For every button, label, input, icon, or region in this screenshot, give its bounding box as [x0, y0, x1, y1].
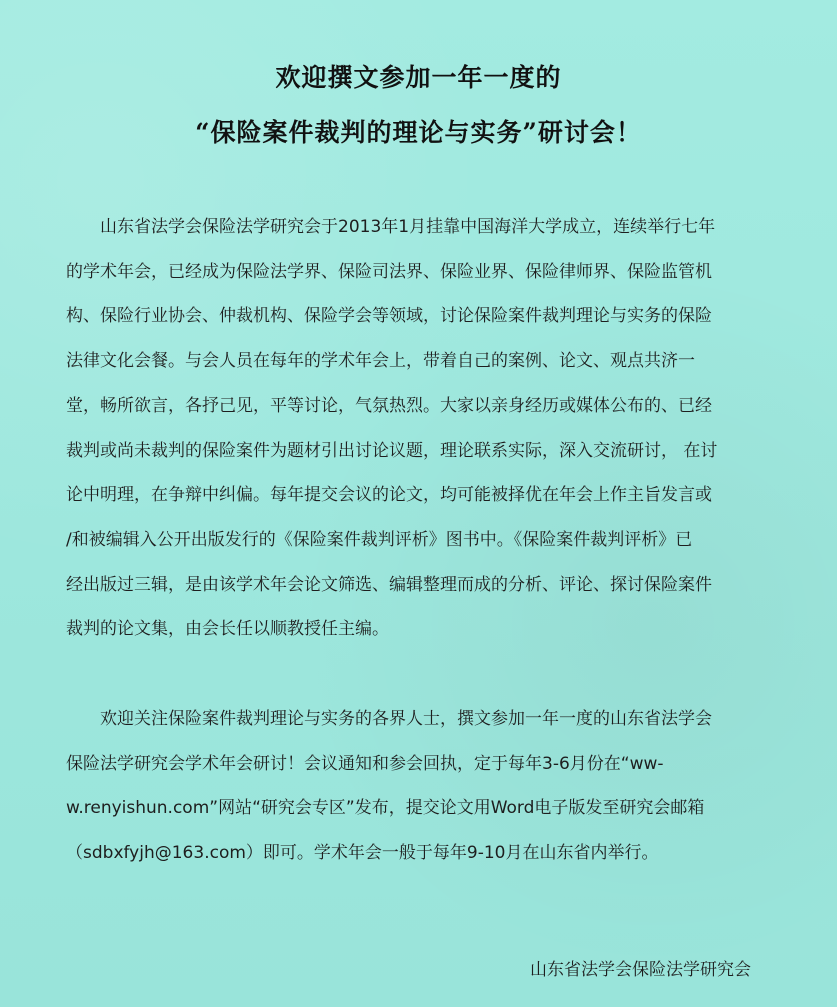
paragraph-line: 欢迎关注保险案件裁判理论与实务的各界人士，撰文参加一年一度的山东省法学会: [100, 709, 712, 729]
paragraph-line: 裁判的论文集，由会长任以顺教授任主编。: [66, 619, 389, 640]
organization-signature: 山东省法学会保险法学研究会: [530, 960, 751, 980]
paragraph-line: 堂，畅所欲言，各抒己见，平等讨论，气氛热烈。大家以亲身经历或媒体公布的、已经: [66, 395, 712, 416]
paragraph-intro: [66, 205, 772, 652]
paragraph-line: 构、保险行业协会、仲裁机构、保险学会等领域，讨论保险案件裁判理论与实务的保险: [66, 306, 712, 327]
paragraph-line: 裁判或尚未裁判的保险案件为题材引出讨论议题，理论联系实际，深入交流研讨， 在讨: [66, 440, 718, 461]
paragraph-line: 论中明理，在争辩中纠偏。每年提交会议的论文，均可能被择优在年会上作主旨发言或: [66, 485, 712, 506]
paragraph-line: 的学术年会，已经成为保险法学界、保险司法界、保险业界、保险律师界、保险监管机: [66, 261, 712, 282]
paragraph-line: /和被编辑入公开出版发行的《保险案件裁判评析》图书中。《保险案件裁判评析》已: [66, 529, 693, 550]
paragraph-line: 保险法学研究会学术年会研讨！会议通知和参会回执，定于每年3-6月份在“ww-: [66, 753, 664, 774]
paragraph-line: 经出版过三辑，是由该学术年会论文筛选、编辑整理而成的分析、评论、探讨保险案件: [66, 574, 712, 595]
paragraph-line: 山东省法学会保险法学研究会于2013年1月挂靠中国海洋大学成立，连续举行七年: [100, 217, 716, 237]
paragraph-line: 法律文化会餐。与会人员在每年的学术年会上，带着自己的案例、论文、观点共济一: [66, 351, 695, 372]
page-title-line-1: 欢迎撰文参加一年一度的: [275, 63, 562, 92]
paragraph-line: （sdbxfyjh@163.com）即可。学术年会一般于每年9-10月在山东省内举行。: [66, 843, 659, 864]
page-title-line-2: “保险案件裁判的理论与实务”研讨会！: [195, 118, 642, 147]
paragraph-call-for-papers: [66, 697, 772, 876]
paragraph-line: w.renyishun.com”网站“研究会专区”发布，提交论文用Word电子版发至研究会邮箱: [66, 798, 705, 819]
